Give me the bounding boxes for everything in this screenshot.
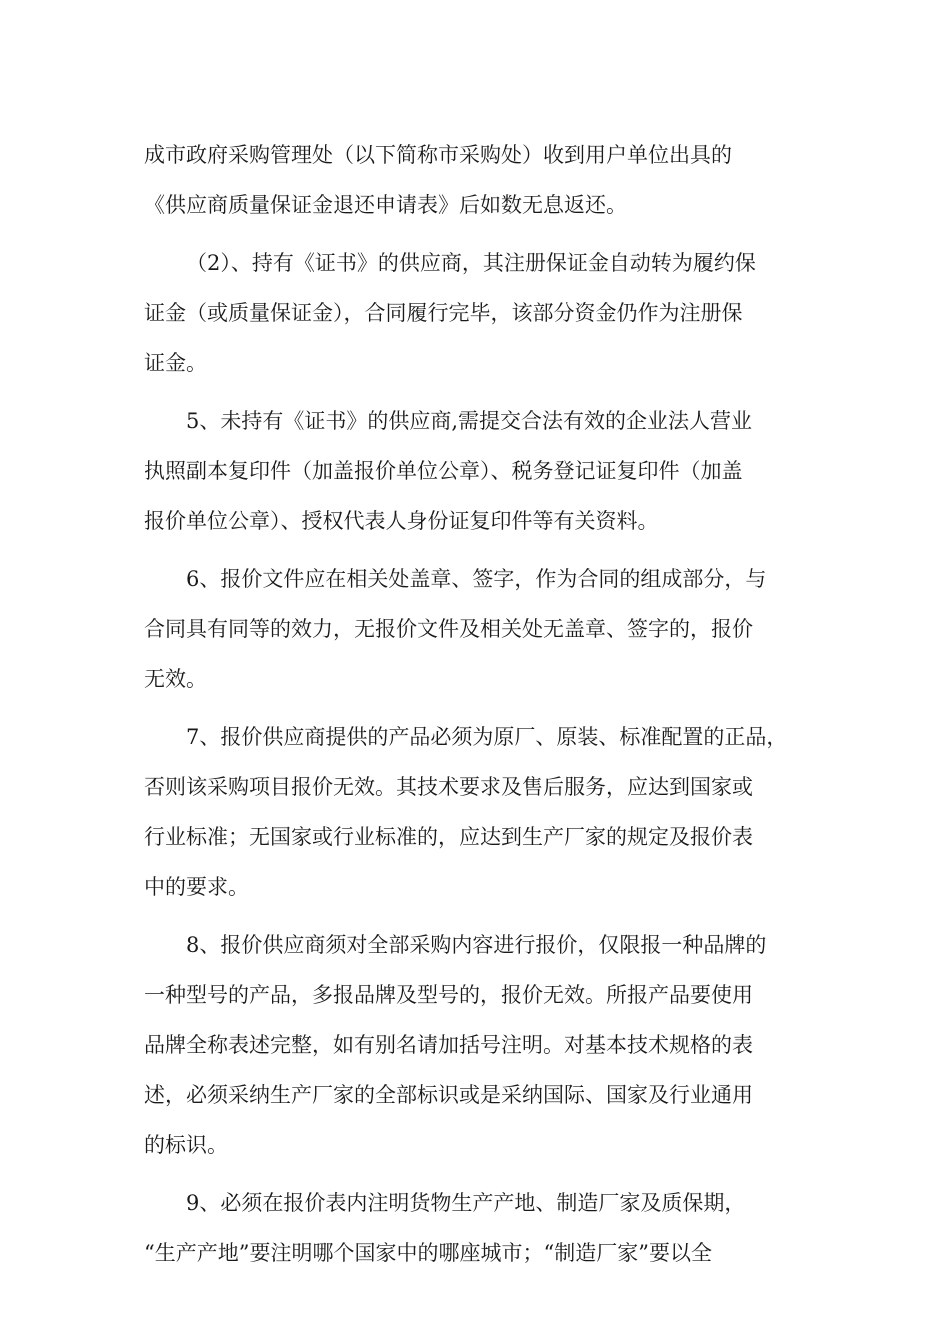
text-line: 8、报价供应商须对全部采购内容进行报价，仅限报一种品牌的 <box>186 933 767 957</box>
paragraph <box>144 712 812 912</box>
text-line: 报价单位公章）、授权代表人身份证复印件等有关资料。 <box>144 509 659 533</box>
text-line: 成市政府采购管理处（以下简称市采购处）收到用户单位出具的 <box>144 143 732 167</box>
text-line: （2）、持有《证书》的供应商，其注册保证金自动转为履约保 <box>186 251 756 275</box>
text-line: 证金。 <box>144 351 207 375</box>
text-line: “生产产地”要注明哪个国家中的哪座城市；“制造厂家”要以全 <box>144 1241 712 1265</box>
text-line: 行业标准；无国家或行业标准的，应达到生产厂家的规定及报价表 <box>144 825 753 849</box>
text-line: 中的要求。 <box>144 875 249 899</box>
paragraph <box>144 554 812 704</box>
paragraph <box>144 1178 812 1278</box>
text-line: 一种型号的产品，多报品牌及型号的，报价无效。所报产品要使用 <box>144 983 753 1007</box>
paragraph <box>144 238 812 388</box>
text-line: 证金（或质量保证金），合同履行完毕，该部分资金仍作为注册保 <box>144 301 743 325</box>
text-line: 9、必须在报价表内注明货物生产产地、制造厂家及质保期， <box>186 1191 746 1215</box>
text-line: 否则该采购项目报价无效。其技术要求及售后服务，应达到国家或 <box>144 775 753 799</box>
paragraph <box>144 396 812 546</box>
text-line: 的标识。 <box>144 1133 228 1157</box>
text-line: 《供应商质量保证金退还申请表》后如数无息返还。 <box>144 193 627 217</box>
text-line: 执照副本复印件（加盖报价单位公章）、税务登记证复印件（加盖 <box>144 459 743 483</box>
text-line: 5、未持有《证书》的供应商,需提交合法有效的企业法人营业 <box>186 409 753 433</box>
text-line: 7、报价供应商提供的产品必须为原厂、原装、标准配置的正品， <box>186 725 788 749</box>
document-body <box>144 130 812 1286</box>
text-line: 6、报价文件应在相关处盖章、签字，作为合同的组成部分，与 <box>186 567 767 591</box>
text-line: 述，必须采纳生产厂家的全部标识或是采纳国际、国家及行业通用 <box>144 1083 753 1107</box>
text-line: 合同具有同等的效力，无报价文件及相关处无盖章、签字的，报价 <box>144 617 753 641</box>
text-line: 无效。 <box>144 667 207 691</box>
paragraph <box>144 130 812 230</box>
paragraph <box>144 920 812 1170</box>
text-line: 品牌全称表述完整，如有别名请加括号注明。对基本技术规格的表 <box>144 1033 753 1057</box>
